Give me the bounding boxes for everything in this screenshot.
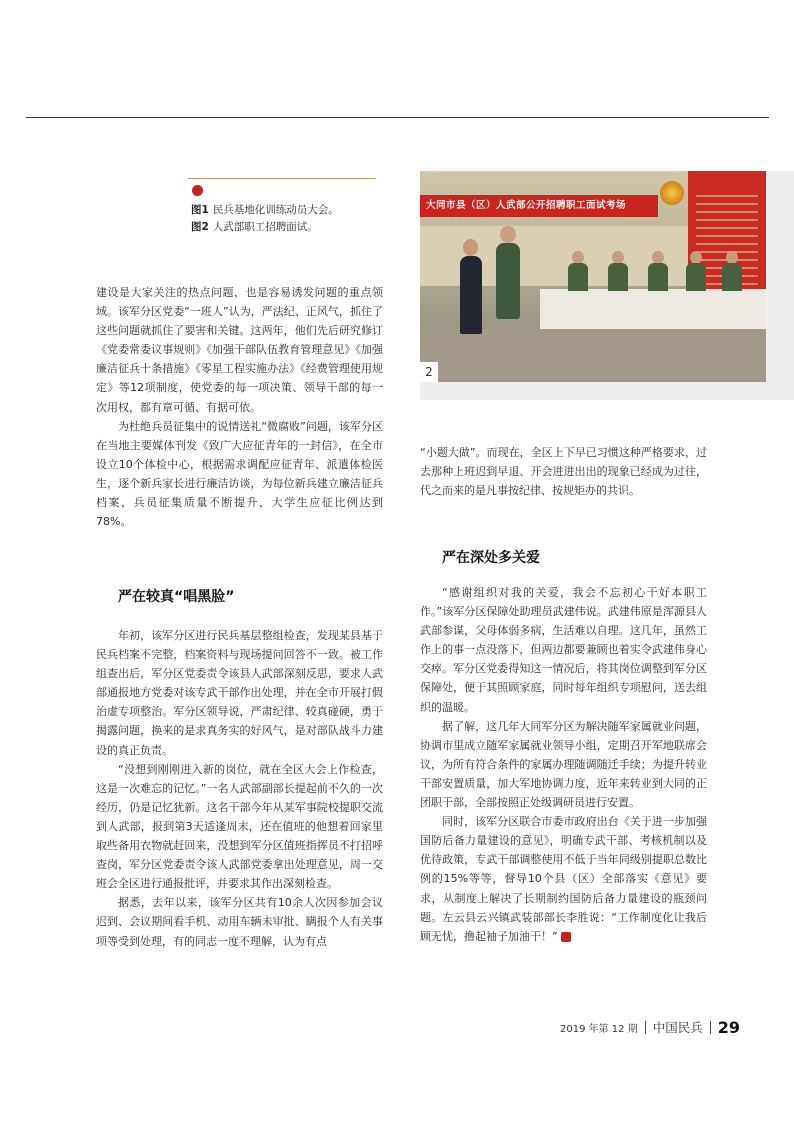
section-heading: 严在较真“唱黑脸”	[118, 589, 235, 605]
footer-divider	[645, 1021, 646, 1034]
right-section-body	[420, 583, 707, 946]
magazine-name: 中国民兵	[652, 1020, 703, 1035]
left-section-body	[96, 626, 383, 951]
paragraph	[420, 812, 707, 946]
photo-number: 2	[420, 362, 438, 382]
paragraph: “小题大做”。而现在，全区上下早已习惯这种严格要求，过去那种上班迟到早退、开会进进出出的现象已经成为过往，代之而来的是凡事按纪律、按规矩办的共识。	[420, 446, 707, 498]
header-rule	[26, 117, 769, 118]
footer-divider	[710, 1021, 711, 1034]
paragraph: 据悉，去年以来，该军分区共有10余人次因参加会议迟到、会议期间看手机、动用车辆未审批、瞒报个人有关事项等受到处理，有的同志一度不理解，认为有点	[96, 896, 383, 948]
photo-floor	[420, 329, 766, 382]
issue-label: 2019 年第 12 期	[560, 1023, 638, 1035]
caption-2	[191, 219, 318, 234]
caption-label: 图2	[191, 221, 209, 233]
photo-person-uniform	[496, 243, 520, 319]
photo-person-suit	[460, 256, 482, 334]
caption-rule	[188, 178, 376, 179]
photo-table	[540, 289, 766, 329]
caption-1	[191, 202, 339, 217]
caption-bullet-icon	[192, 185, 203, 196]
paragraph-text: 同时，该军分区联合市委市政府出台《关于进一步加强国防后备力量建设的意见》，明确专武干部、考核机制以及优待政策，专武干部调整使用不低于当年同级别提职总数比例的15%等等，督导10个县（区）全部落实《意见》要求，从制度上解决了长期制约国防后备力量建设的瓶颈问题。左云县云兴镇武装部部长李胜说：“工作制度化让我后顾无忧，撸起袖子加油干！”	[420, 815, 707, 943]
paragraph: 据了解，这几年大同军分区为解决随军家属就业问题，协调市里成立随军家属就业领导小组，定期召开军地联席会议，为所有符合条件的家属办理随调随迁手续；为提升转业干部安置质量，加大军地协调力度，近年来转业到大同的正团职干部，全部按照正处级调研员进行安置。	[420, 719, 707, 810]
page-number: 29	[717, 1017, 740, 1037]
end-mark-icon	[561, 932, 571, 942]
paragraph: 年初，该军分区进行民兵基层整组检查，发现某县基于民兵档案不完整，档案资料与现场提问回答不一致。被工作组查出后，军分区党委责令该县人武部深刻反思，要求人武部通报地方党委对该专武干部作出处理，并在全市开展打假治虚专项整治。军分区领导说，严肃纪律、较真碰硬，勇于揭露问题，换来的是求真务实的好风气，是对部队战斗力建设的真正负责。	[96, 629, 383, 757]
section-heading: 严在深处多关爱	[442, 550, 540, 566]
paragraph: 为杜绝兵员征集中的说情送礼“微腐败”问题，该军分区在当地主要媒体刊发《致广大应征青年的一封信》，在全市设立10个体检中心，根据需求调配应征青年、派遣体检医生，逐个新兵家长进行廉洁访谈，为每位新兵建立廉洁征兵档案，兵员征集质量不断提升，大学生应征比例达到78%。	[96, 419, 383, 529]
emblem-icon	[660, 181, 684, 205]
left-intro	[96, 283, 383, 531]
photo-banner: 大同市县（区）人武部公开招聘职工面试考场	[420, 195, 658, 217]
photo-person-head	[500, 226, 516, 243]
interview-photo	[420, 171, 766, 382]
paragraph: “感谢组织对我的关爱，我会不忘初心干好本职工作。”该军分区保障处助理员武建伟说。武建伟原是浑源县人武部参谋，父母体弱多病，生活难以自理。这几年，虽然工作上的事一点没落下，但两边都要兼顾也着实令武建伟身心交瘁。军分区党委得知这一情况后，将其岗位调整到军分区保障处，便于其照顾家庭，同时每年组织专项慰问，送去组织的温暖。	[420, 586, 707, 714]
paragraph: “没想到刚刚进入新的岗位，就在全区大会上作检查，这是一次难忘的记忆。”一名人武部副部长提起前不久的一次经历，仍是记忆犹新。这名干部今年从某军事院校提职交流到人武部，报到第3天适逢周末，还在值班的他想着回家里取些备用衣物就赶回来，没想到军分区值班指挥员不打招呼查岗，军分区党委责令该人武部党委拿出处理意见，周一交班会全区进行通报批评，并要求其作出深刻检查。	[96, 762, 383, 891]
photo-seated-person	[722, 263, 742, 291]
photo-seated-person	[608, 263, 628, 291]
caption-text: 人武部职工招聘面试。	[212, 221, 318, 233]
caption-text: 民兵基地化训练动员大会。	[212, 204, 339, 216]
paragraph: 建设是大家关注的热点问题，也是容易诱发问题的重点领域。该军分区党委“一班人”认为，严法纪、正风气，抓住了这些问题就抓住了要害和关键。这两年，他们先后研究修订《党委常委议事规则》《加强干部队伍教育管理意见》《加强廉洁征兵十条措施》《零星工程实施办法》《经费管理使用规定》等12项制度，使党委的每一项决策、领导干部的每一次用权，都有章可循、有据可依。	[96, 286, 383, 414]
page-footer	[560, 1016, 740, 1038]
right-continuation	[420, 443, 707, 500]
photo-seated-person	[648, 263, 668, 291]
photo-seated-person	[686, 263, 706, 291]
photo-person-head	[463, 239, 478, 256]
photo-seated-person	[568, 263, 588, 291]
caption-label: 图1	[191, 204, 209, 216]
